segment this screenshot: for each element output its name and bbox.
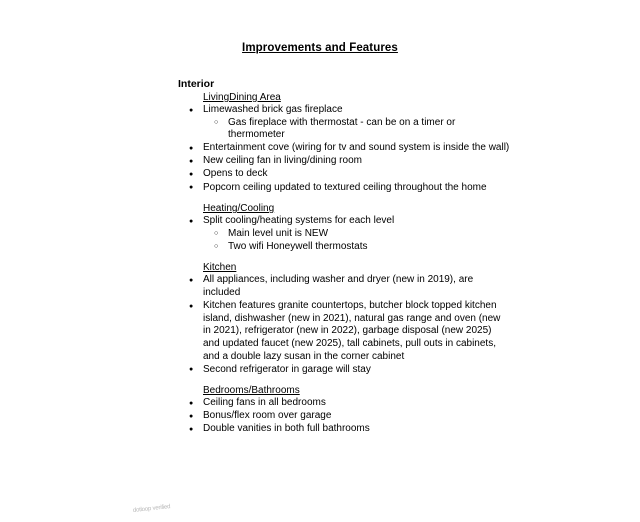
list-item-text: Limewashed brick gas fireplace xyxy=(203,104,343,115)
list-item-text: Two wifi Honeywell thermostats xyxy=(228,240,368,252)
page-title: Improvements and Features xyxy=(242,42,398,54)
list-item-text: Split cooling/heating systems for each level xyxy=(203,215,395,227)
list-living-dining-area xyxy=(178,104,510,194)
list-kitchen xyxy=(178,274,510,376)
list-item-text: Second refrigerator in garage will stay xyxy=(203,363,371,375)
list-item-text: All appliances, including washer and dryer (new in 2019), are included xyxy=(203,274,474,299)
list-item xyxy=(178,397,510,410)
list-item xyxy=(178,410,510,423)
sublist-heating-cooling xyxy=(203,228,510,254)
list-item xyxy=(178,300,510,363)
list-item-text: Bonus/flex room over garage xyxy=(203,410,332,422)
document-page xyxy=(0,42,640,522)
list-item-text: New ceiling fan in living/dining room xyxy=(203,155,362,167)
list-item-text: Popcorn ceiling updated to textured ceiling throughout the home xyxy=(203,181,487,193)
list-item xyxy=(203,117,510,142)
list-item xyxy=(178,215,510,253)
list-item xyxy=(178,182,510,195)
list-bedrooms-bathrooms xyxy=(178,397,510,436)
section-heading-interior: Interior xyxy=(178,78,215,90)
list-heating-cooling xyxy=(178,215,510,253)
list-item xyxy=(178,104,510,142)
subheading-bedrooms-bathrooms: Bedrooms/Bathrooms xyxy=(203,385,300,397)
subheading-kitchen: Kitchen xyxy=(203,262,237,274)
subheading-living-dining-area: LivingDining Area xyxy=(203,92,281,103)
document-body xyxy=(0,78,640,436)
sublist-living-dining-area xyxy=(203,117,510,142)
list-item xyxy=(203,228,510,241)
list-item-text: Main level unit is NEW xyxy=(228,227,329,239)
list-item-text: Entertainment cove (wiring for tv and sound system is inside the wall) xyxy=(203,142,510,154)
subheading-heating-cooling: Heating/Cooling xyxy=(203,203,275,215)
list-item xyxy=(178,423,510,436)
list-item xyxy=(178,168,510,181)
list-item-text: Gas fireplace with thermostat - can be on a timer or thermometer xyxy=(228,116,456,141)
list-item-text: Ceiling fans in all bedrooms xyxy=(203,397,326,409)
list-item xyxy=(178,274,510,299)
list-item xyxy=(178,364,510,377)
list-item xyxy=(178,155,510,168)
list-item-text: Opens to deck xyxy=(203,168,268,180)
watermark: dotloop verified xyxy=(132,504,171,514)
list-item-text: Double vanities in both full bathrooms xyxy=(203,423,370,435)
list-item xyxy=(203,241,510,254)
list-item-text: Kitchen features granite countertops, butcher block topped kitchen island, dishwasher (new in 2021), natural gas range and oven (new in 2021), refrigerator (new in 2022), garbage disposal (new 2025) and updated faucet (new 2025), tall cabinets, pull outs in cabinets, and a double lazy susan in the corner cabinet xyxy=(203,300,501,362)
list-item xyxy=(178,142,510,155)
